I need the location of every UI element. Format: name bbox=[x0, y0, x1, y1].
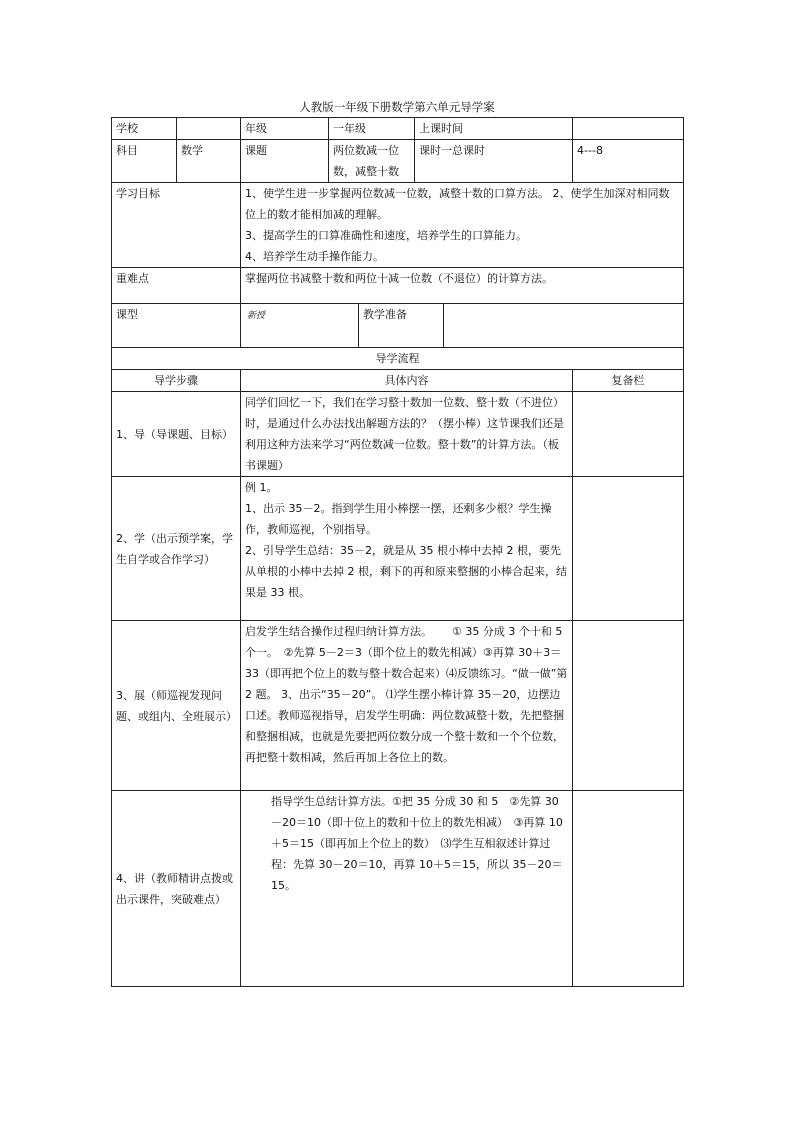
step-content[interactable] bbox=[241, 477, 573, 621]
step-notes[interactable] bbox=[573, 621, 684, 791]
topic-label: 课题 bbox=[241, 140, 329, 183]
step-label: 1、导（导课题、目标） bbox=[112, 392, 241, 477]
step-content[interactable] bbox=[241, 791, 573, 987]
grade-label: 年级 bbox=[241, 118, 329, 140]
step-label: 3、展（师巡视发现问题、或组内、全班展示） bbox=[112, 621, 241, 791]
col-header-content: 具体内容 bbox=[241, 370, 573, 392]
time-value[interactable] bbox=[573, 118, 684, 140]
step-row bbox=[112, 477, 684, 621]
flow-title: 导学流程 bbox=[112, 348, 684, 370]
step-row bbox=[112, 791, 684, 987]
goal-line: 4、培养学生动手操作能力。 bbox=[245, 250, 384, 263]
goals-row bbox=[112, 183, 684, 268]
period-label: 课时一总课时 bbox=[415, 140, 573, 183]
info-row-2 bbox=[112, 140, 684, 183]
lesson-type-value[interactable] bbox=[241, 304, 359, 348]
prep-label: 教学准备 bbox=[359, 304, 444, 348]
goals-label: 学习目标 bbox=[112, 183, 241, 268]
step-paragraph: 指导学生总结计算方法。①把 35 分成 30 和 5 ②先算 30－20＝10（即十位上的数和十位上的数先相减） ③再算 10＋5＝15（即再加上个位上的数） ⑶学生互相叙述计算过程：先算 30－20＝10，再算 10＋5＝15，所以 35－20＝15。 bbox=[271, 795, 563, 892]
step-content[interactable] bbox=[241, 392, 573, 477]
step-paragraph: 同学们回忆一下，我们在学习整十数加一位数、整十数（不进位）时，是通过什么办法找出解题方法的？（摆小棒）这节课我们还是利用这种方法来学习“两位数减一位数。整十数”的计算方法。（板书课题） bbox=[245, 396, 564, 472]
time-label: 上课时间 bbox=[415, 118, 573, 140]
lesson-type-label: 课型 bbox=[112, 304, 241, 348]
goal-line: 1、使学生进一步掌握两位数减一位数，减整十数的口算方法。 2、使学生加深对相同数位上的数才能相加减的理解。 bbox=[245, 187, 670, 221]
lesson-type-handwritten: 新授 bbox=[247, 311, 266, 321]
step-content[interactable] bbox=[241, 621, 573, 791]
step-notes[interactable] bbox=[573, 477, 684, 621]
school-value[interactable] bbox=[177, 118, 241, 140]
flow-header-row bbox=[112, 370, 684, 392]
key-points-row bbox=[112, 268, 684, 304]
grade-value[interactable]: 一年级 bbox=[329, 118, 415, 140]
subject-label: 科目 bbox=[112, 140, 177, 183]
prep-value[interactable] bbox=[444, 304, 684, 348]
lesson-type-row bbox=[112, 304, 684, 348]
subject-value[interactable]: 数学 bbox=[177, 140, 241, 183]
step-row bbox=[112, 392, 684, 477]
key-points-label: 重难点 bbox=[112, 268, 241, 304]
step-paragraph: 2、引导学生总结：35－2，就是从 35 根小棒中去掉 2 根，要先从单根的小棒中去掉 2 根，剩下的再和原来整捆的小棒合起来，结果是 33 根。 bbox=[245, 544, 567, 599]
step-paragraph: 启发学生结合操作过程归纳计算方法。 ① 35 分成 3 个十和 5 个一。 ②先算 5－2＝3（即个位上的数先相减）③再算 30＋3＝33（即再把个位上的数与整十数合起来）⑷反馈练习。“做一做”第 2 题。 3、出示“35－20”。 ⑴学生摆小棒计算 35－20，边摆边口述。教师巡视指导，启发学生明确：两位数减整十数，先把整捆和整捆相减，也就是先要把两位数分成一个整十数和一个个位数，再把整十数相减，然后再加上各位上的数。 bbox=[245, 625, 571, 764]
info-row-1 bbox=[112, 118, 684, 140]
col-header-notes: 复备栏 bbox=[573, 370, 684, 392]
flow-title-row bbox=[112, 348, 684, 370]
key-points-content[interactable]: 掌握两位书减整十数和两位十减一位数（不退位）的计算方法。 bbox=[241, 268, 684, 304]
step-notes[interactable] bbox=[573, 392, 684, 477]
goal-line: 3、提高学生的口算准确性和速度，培养学生的口算能力。 bbox=[245, 229, 527, 242]
goals-content[interactable] bbox=[241, 183, 684, 268]
step-paragraph: 1、出示 35－2。指到学生用小棒摆一摆，还剩多少根？学生操作，教师巡视，个别指导。 bbox=[245, 502, 552, 536]
step-notes[interactable] bbox=[573, 791, 684, 987]
period-value[interactable]: 4---8 bbox=[573, 140, 684, 183]
col-header-step: 导学步骤 bbox=[112, 370, 241, 392]
step-label: 2、学（出示预学案，学生自学或合作学习） bbox=[112, 477, 241, 621]
step-label: 4、讲（教师精讲点拨或出示课件，突破难点） bbox=[112, 791, 241, 987]
topic-value[interactable]: 两位数减一位数，减整十数 bbox=[329, 140, 415, 183]
document-title: 人教版一年级下册数学第六单元导学案 bbox=[299, 100, 495, 114]
step-paragraph: 例 1。 bbox=[245, 481, 278, 494]
school-label: 学校 bbox=[112, 118, 177, 140]
step-row bbox=[112, 621, 684, 791]
lesson-plan-table bbox=[111, 117, 684, 987]
